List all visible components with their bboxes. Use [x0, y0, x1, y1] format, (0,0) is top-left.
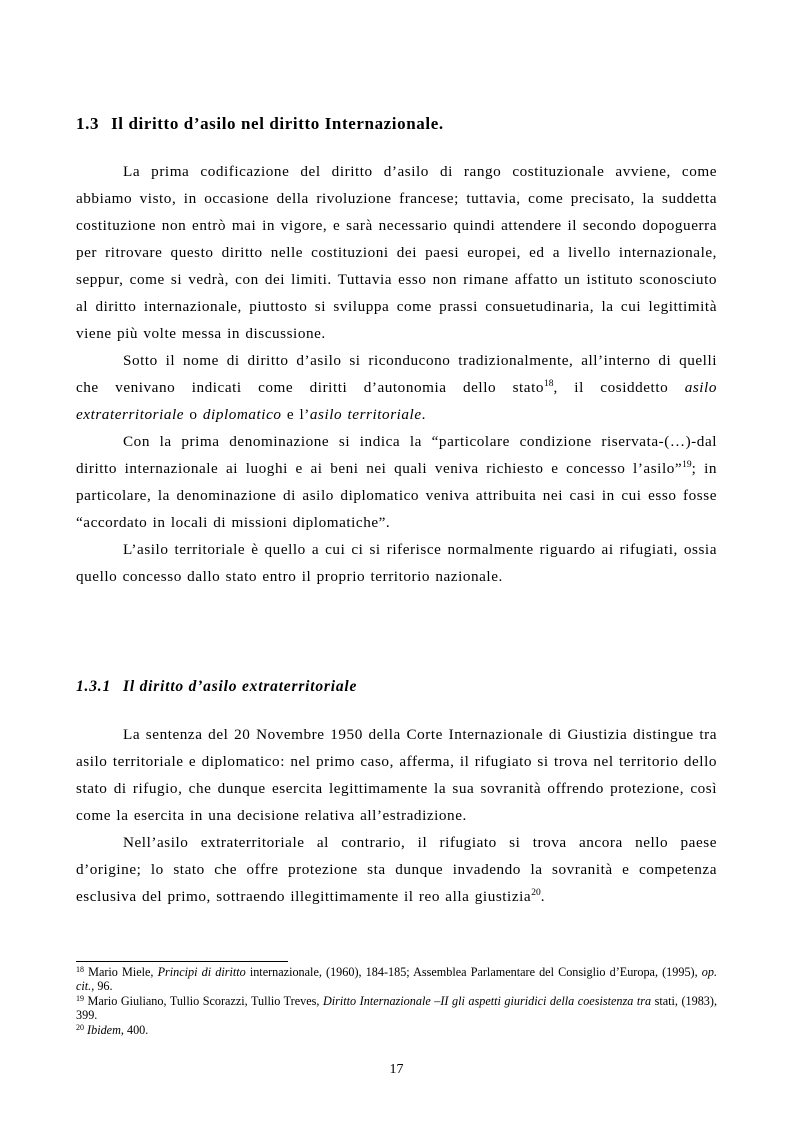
- section-title: Il diritto d’asilo nel diritto Internazionale.: [111, 114, 444, 133]
- footnote-20: $^{20}$ Ibidem, 400.: [76, 1022, 149, 1037]
- section-text: [76, 158, 717, 590]
- subsection-heading: [76, 678, 357, 696]
- footnote-18: $^{18}$ Mario Miele, Principi di diritto internazionale, (1960), 184-185; Assemblea Parlamentare del Consiglio d’Europa, (1995), op. cit., 96.: [76, 965, 717, 994]
- subsection-number: 1.3.1: [76, 678, 111, 695]
- footnotes: [76, 965, 717, 1037]
- paragraph: La sentenza del 20 Novembre 1950 della Corte Internazionale di Giustizia distingue tra asilo territoriale e diplomatico: nel primo caso, afferma, il rifugiato si trova nel territorio dello stato di rifugio, che dunque esercita legittimamente la sua sovranità offrendo protezione, così come la esercita in una decisione relativa all’estradizione.: [76, 726, 717, 824]
- paragraph: Nell’asilo extraterritoriale al contrario, il rifugiato si trova ancora nello paese d’origine; lo stato che offre protezione sta dunque invadendo la sovranità e competenza esclusiva del primo, sottraendo illegittimamente il reo alla giustizia$^{20}$.: [76, 834, 717, 905]
- footnote-ref[interactable]: 18: [544, 379, 554, 389]
- page-number: 17: [389, 1062, 404, 1077]
- footnote-divider: [76, 961, 288, 962]
- footnote-ref[interactable]: 19: [682, 460, 692, 470]
- section-number: 1.3: [76, 114, 100, 133]
- footnote-ref[interactable]: 20: [531, 888, 541, 898]
- section-heading: [76, 114, 444, 134]
- paragraph: Con la prima denominazione si indica la “particolare condizione riservata-(…)-dal diritto internazionale ai luoghi e ai beni nei quali veniva richiesto e concesso l’asilo”$^{19}$; in particolare, la denominazione di asilo diplomatico veniva attribuita nei casi in cui esso fosse “accordato in locali di missioni diplomatiche”.: [76, 433, 718, 531]
- paragraph: La prima codificazione del diritto d’asilo di rango costituzionale avviene, come abbiamo visto, in occasione della rivoluzione francese; tuttavia, come precisato, la suddetta costituzione non entrò mai in vigore, e sarà necessario quindi attendere il secondo dopoguerra per ritrovare questo diritto nelle costituzioni dei paesi europei, ed a livello internazionale, seppur, come si vedrà, con dei limiti. Tuttavia esso non rimane affatto un istituto sconosciuto al diritto internazionale, piuttosto si sviluppa come prassi consuetudinaria, la cui legittimità viene più volte messa in discussione.: [76, 163, 717, 342]
- paragraph: Sotto il nome di diritto d’asilo si riconducono tradizionalmente, all’interno di quelli che venivano indicati come diritti d’autonomia dello stato$^{18}$, il cosiddetto asilo extraterritoriale o diplomatico e l’asilo territoriale.: [76, 352, 717, 423]
- paragraph: L’asilo territoriale è quello a cui ci si riferisce normalmente riguardo ai rifugiati, ossia quello concesso dallo stato entro il proprio territorio nazionale.: [76, 541, 717, 585]
- footnote-19: $^{19}$ Mario Giuliano, Tullio Scorazzi, Tullio Treves, Diritto Internazionale –II gli aspetti giuridici della coesistenza tra stati, (1983), 399.: [76, 993, 717, 1023]
- subsection-text: [76, 721, 717, 910]
- subsection-title: Il diritto d’asilo extraterritoriale: [123, 678, 358, 695]
